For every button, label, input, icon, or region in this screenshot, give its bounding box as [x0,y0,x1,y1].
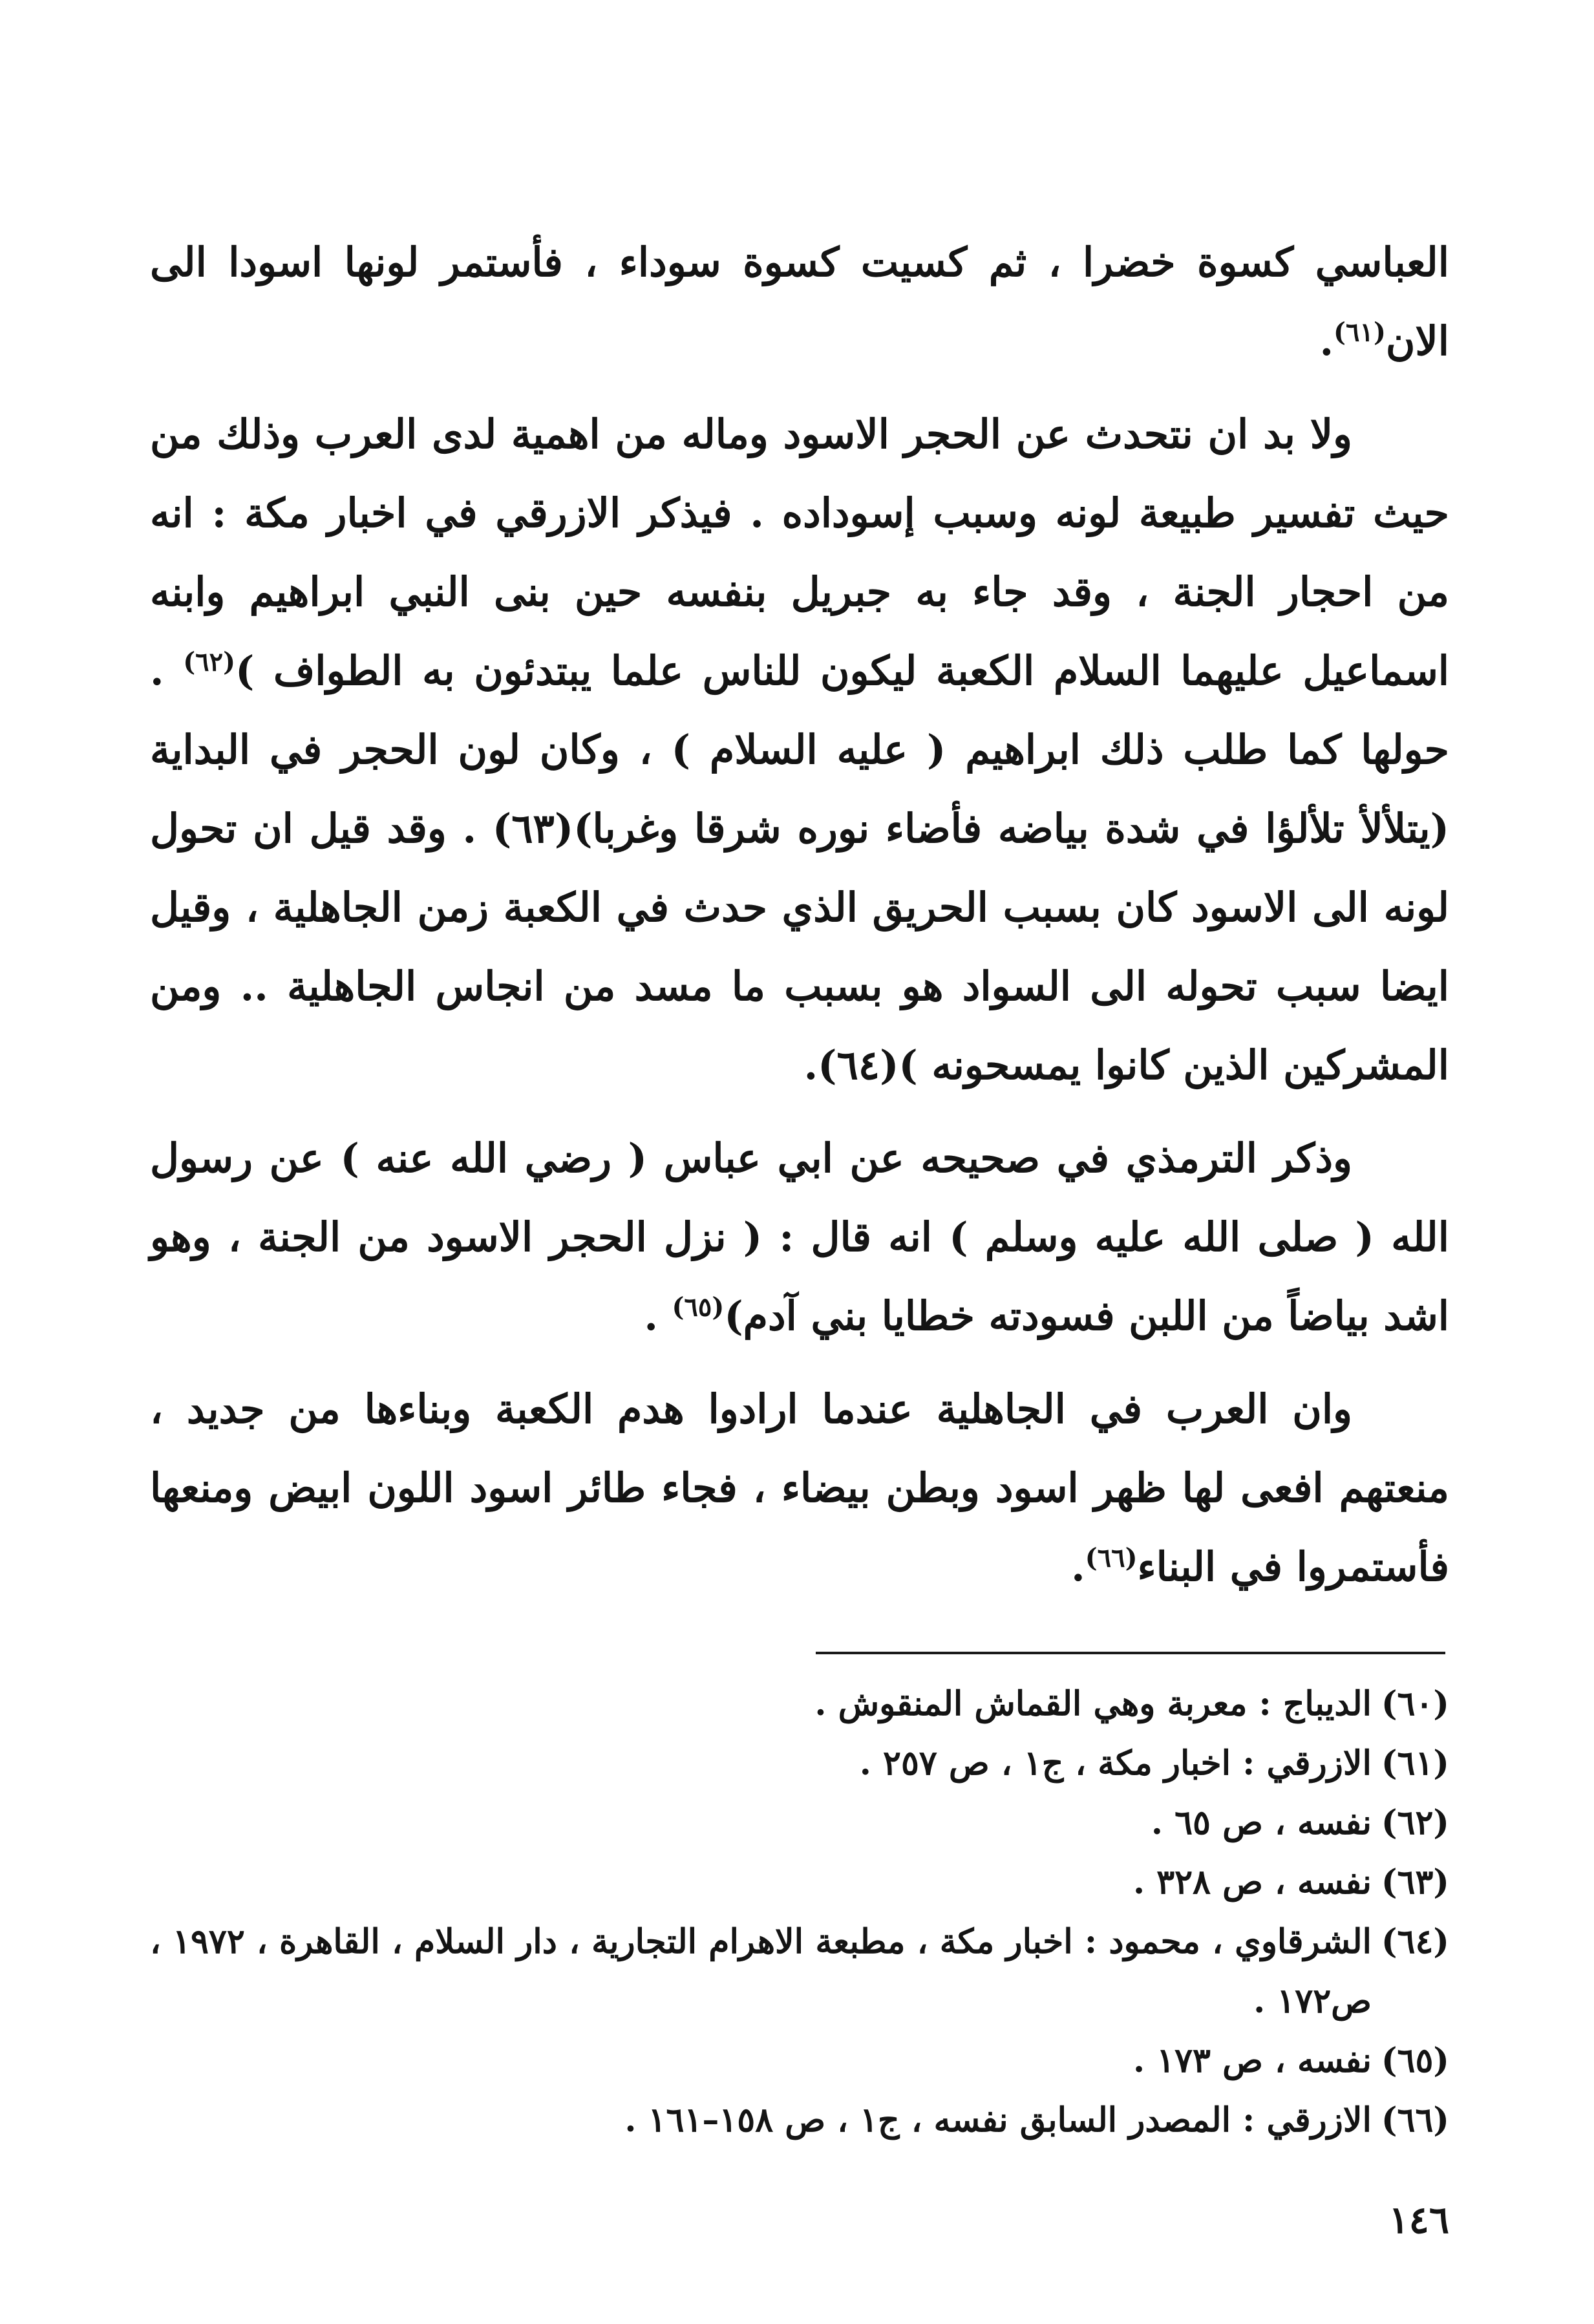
footnotes [150,1674,1449,2150]
paragraph-end: . [644,1292,672,1339]
footnote-ref: (٦٦) [1085,1542,1138,1573]
paragraph-3 [150,1119,1449,1356]
paragraph-2 [150,395,1449,1105]
footnote-number: (٦٥) [1381,2041,1449,2080]
footnote-item [150,1674,1449,1734]
paragraph-1 [150,223,1449,381]
footnote-item [150,2091,1449,2150]
paragraph-end: . [1319,317,1334,365]
footnote-item [150,1793,1449,1853]
footnote-text: نفسه ، ص ٦٥ . [1151,1803,1372,1842]
paragraph-text: ولا بد ان نتحدث عن الحجر الاسود وماله من اهمية لدى العرب وذلك من حيث تفسير طبيعة لونه وسبب إسوداده . فيذكر الازرقي في اخبار مكة : انه من احجار الجنة ، وقد جاء به جبريل بنفسه حين بنى النبي ابراهيم وابنه اسماعيل عليهما السلام الكعبة ليكون للناس علما يبتدئون به الطواف ) [150,410,1449,694]
footnote-number: (٦٠) [1381,1684,1449,1723]
page-number: ١٤٦ [1388,2198,1449,2242]
footnote-text: الازرقي : المصدر السابق نفسه ، ج١ ، ص ١٥٨–١٦١ . [624,2100,1372,2140]
footnote-text: الازرقي : اخبار مكة ، ج١ ، ص ٢٥٧ . [859,1743,1372,1783]
paragraph-end: . حولها كما طلب ذلك ابراهيم ( عليه السلام ) ، وكان لون الحجر في البداية (يتلألأ تلألؤا في شدة بياضه فأضاء نوره شرقا وغربا)(٦٣) . وقد قيل ان تحول لونه الى الاسود كان بسبب الحريق الذي حدث في الكعبة زمن الجاهلية ، وقيل ايضا سبب تحوله الى السواد هو بسبب ما مسد من انجاس الجاهلية .. ومن المشركين الذين كانوا يمسحونه )(٦٤). [150,647,1450,1089]
footnote-ref: (٦٢) [183,646,236,677]
paragraph-text: وذكر الترمذي في صحيحه عن ابي عباس ( رضي الله عنه ) عن رسول الله ( صلى الله عليه وسلم ) انه قال : ( نزل الحجر الاسود من الجنة ، وهو اشد بياضاً من اللبن فسودته خطايا بني آدم) [150,1135,1449,1339]
footnote-divider [816,1652,1445,1654]
footnote-item [150,1853,1449,1912]
footnote-text: نفسه ، ص ١٧٣ . [1132,2041,1372,2080]
footnote-item [150,1912,1449,2031]
body-text [150,223,1449,1606]
footnote-text: الديباج : معربة وهي القماش المنقوش . [814,1684,1372,1723]
paragraph-text: وان العرب في الجاهلية عندما ارادوا هدم الكعبة وبناءها من جديد ، منعتهم افعى لها ظهر اسود وبطن بيضاء ، فجاء طائر اسود اللون ابيض ومنعها فأستمروا في البناء [150,1385,1449,1590]
footnote-number: (٦٣) [1381,1862,1449,1902]
footnote-item [150,2031,1449,2091]
footnote-number: (٦٦) [1381,2100,1449,2140]
paragraph-text: العباسي كسوة خضرا ، ثم كسيت كسوة سوداء ، فأستمر لونها اسودا الى الان [150,239,1449,365]
paragraph-end: . [1071,1543,1085,1590]
footnote-item [150,1734,1449,1793]
footnote-number: (٦١) [1381,1743,1449,1783]
footnote-ref: (٦١) [1334,317,1386,348]
footnote-number: (٦٤) [1381,1922,1449,1961]
footnote-text: الشرقاوي ، محمود : اخبار مكة ، مطبعة الاهرام التجارية ، دار السلام ، القاهرة ، ١٩٧٢ ، ص١٧٢ . [150,1922,1372,2021]
footnote-text: نفسه ، ص ٣٢٨ . [1132,1862,1372,1902]
paragraph-4 [150,1370,1449,1606]
footnote-ref: (٦٥) [672,1292,725,1323]
footnote-number: (٦٢) [1381,1803,1449,1842]
